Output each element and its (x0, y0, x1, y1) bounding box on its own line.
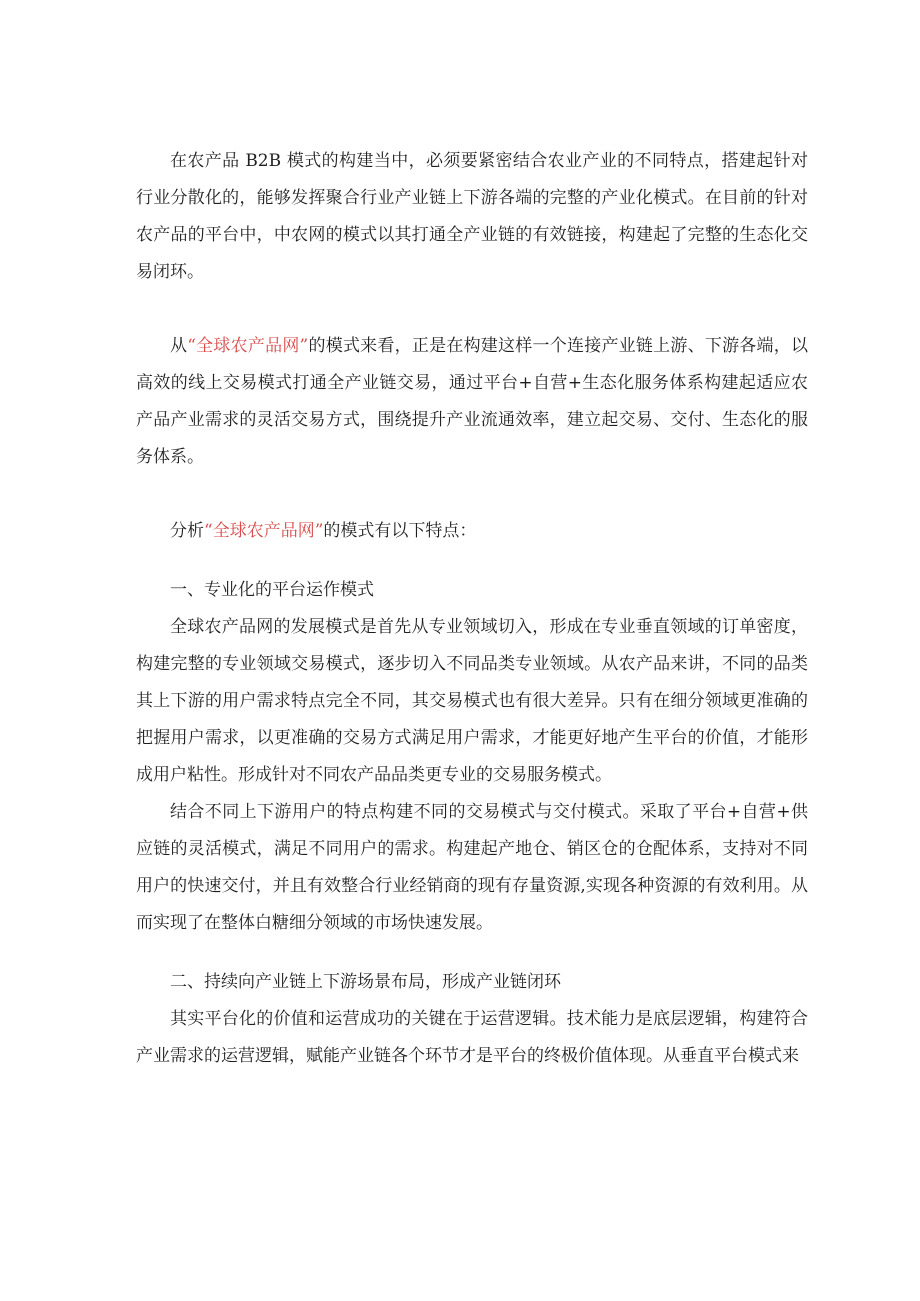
global-agri-site-name-2: “全球农产品网” (204, 521, 324, 541)
paragraph-model-overview (136, 328, 808, 476)
paragraph-analysis-body: 的模式有以下特点： (323, 521, 477, 541)
paragraph-model-overview-body: 的模式来看，正是在构建这样一个连接产业链上游、下游各端，以高效的线上交易模式打通全产业链交易，通过平台+自营+生态化服务体系构建起适应农产品产业需求的灵活交易方式，围绕提升产业流通效率，建立起交易、交付、生态化的服务体系。 (136, 336, 808, 467)
global-agri-site-name: “全球农产品网” (187, 336, 309, 356)
section-heading-1: 一、专业化的平台运作模式 (170, 580, 374, 600)
paragraph-delivery-model: 结合不同上下游用户的特点构建不同的交易模式与交付模式。采取了平台+自营+供应链的灵活模式，满足不同用户的需求。构建起产地仓、销区仓的仓配体系，支持对不同用户的快速交付，并且有效整合行业经销商的现有存量资源,实现各种资源的有效利用。从而实现了在整体白糖细分领域的市场快速发展。 (136, 802, 808, 933)
paragraph-intro: 在农产品 B2B 模式的构建当中，必须要紧密结合农业产业的不同特点，搭建起针对行业分散化的，能够发挥聚合行业产业链上下游各端的完整的产业化模式。在目前的针对农产品的平台中，中农网的模式以其打通全产业链的有效链接，构建起了完整的生态化交易闭环。 (136, 151, 808, 282)
document-body (136, 143, 808, 1075)
paragraph-model-overview-prefix: 从 (170, 336, 188, 356)
paragraph-specialized-model: 全球农产品网的发展模式是首先从专业领域切入，形成在专业垂直领域的订单密度，构建完整的专业领域交易模式，逐步切入不同品类专业领域。从农产品来讲，不同的品类其上下游的用户需求特点完全不同，其交易模式也有很大差异。只有在细分领域更准确的把握用户需求，以更准确的交易方式满足用户需求，才能更好地产生平台的价值，才能形成用户粘性。形成针对不同农产品品类更专业的交易服务模式。 (136, 617, 808, 785)
paragraph-analysis-lead (136, 513, 808, 550)
paragraph-operation-logic: 其实平台化的价值和运营成功的关键在于运营逻辑。技术能力是底层逻辑，构建符合产业需求的运营逻辑，赋能产业链各个环节才是平台的终极价值体现。从垂直平台模式来 (136, 1009, 808, 1066)
paragraph-analysis-prefix: 分析 (170, 521, 204, 541)
section-heading-2: 二、持续向产业链上下游场景布局，形成产业链闭环 (170, 972, 561, 992)
